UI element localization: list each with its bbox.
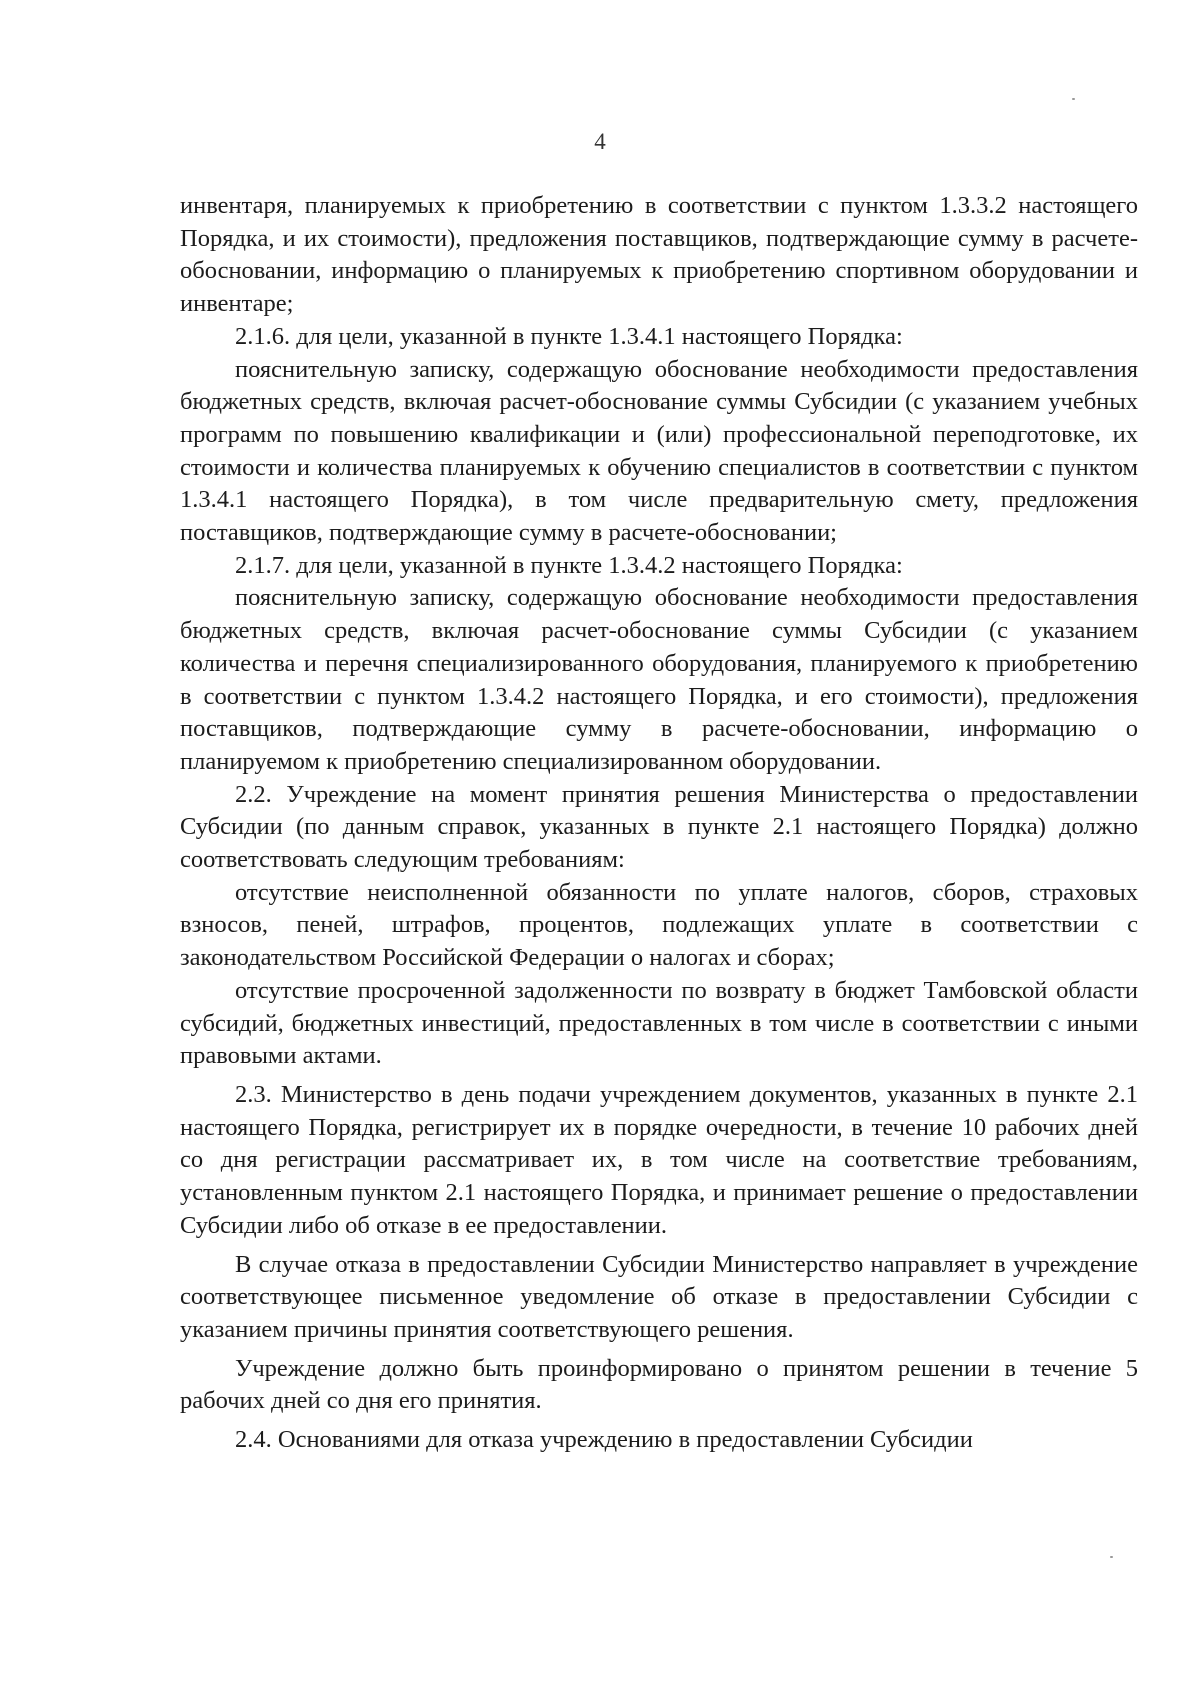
paragraph-clause-2-4 [180, 1424, 1138, 1457]
paragraph-requirement-debt: отсутствие просроченной задолженности по возврату в бюджет Тамбовской области субсидий, бюджетных инвестиций, предоставленных в том числе в соответствии с иными правовыми актами. [180, 976, 1138, 1070]
paragraph-continuation: инвентаря, планируемых к приобретению в соответствии с пунктом 1.3.3.2 настоящего Порядка, и их стоимости), предложения поставщиков, подтверждающие сумму в расчете-обосновании, информацию о планируемых к приобретению спортивном оборудовании и инвентаре; [180, 192, 1138, 318]
paragraph-clause-2-2: 2.2. Учреждение на момент принятия решения Министерства о предоставлении Субсидии (по данным справок, указанных в пункте 2.1 настоящего Порядка) должно соответствовать следующим требованиям: [180, 780, 1138, 874]
paragraph-clause-2-3: 2.3. Министерство в день подачи учреждением документов, указанных в пункте 2.1 настоящего Порядка, регистрирует их в порядке очередности, в течение 10 рабочих дней со дня регистрации рассматривает их, в том числе на соответствие требованиям, установленным пунктом 2.1 настоящего Порядка, и принимает решение о предоставлении Субсидии либо об отказе в ее предоставлении. [180, 1080, 1138, 1239]
paragraph-explanatory-note-2: пояснительную записку, содержащую обоснование необходимости предоставления бюджетных средств, включая расчет-обоснование суммы Субсидии (с указанием количества и перечня специализированного оборудования, планируемого к приобретению в соответствии с пунктом 1.3.4.2 настоящего Порядка, и его стоимости), предложения поставщиков, подтверждающие сумму в расчете-обосновании, информацию о планируемом к приобретению специализированном оборудовании. [180, 584, 1138, 775]
paragraph-clause-2-1-6: 2.1.6. для цели, указанной в пункте 1.3.4.1 настоящего Порядка: [235, 322, 903, 350]
paragraph-requirement-taxes: отсутствие неисполненной обязанности по уплате налогов, сборов, страховых взносов, пеней, штрафов, процентов, подлежащих уплате в соответствии с законодательством Российской Федерации о налогах и сборах; [180, 878, 1138, 972]
paragraph-explanatory-note-1: пояснительную записку, содержащую обоснование необходимости предоставления бюджетных средств, включая расчет-обоснование суммы Субсидии (с указанием учебных программ по повышению квалификации и (или) профессиональной переподготовке, их стоимости и количества планируемых к обучению специалистов в соответствии с пунктом 1.3.4.1 настоящего Порядка), в том числе предварительную смету, предложения поставщиков, подтверждающие сумму в расчете-обосновании; [180, 355, 1138, 547]
document-body [180, 190, 1138, 1457]
paragraph-refusal-notice: В случае отказа в предоставлении Субсидии Министерство направляет в учреждение соответствующее письменное уведомление об отказе в предоставлении Субсидии с указанием причины принятия соответствующего решения. [180, 1250, 1138, 1343]
paragraph-clause-2-4-text: 2.4. Основаниями для отказа учреждению в предоставлении Субсидии [235, 1426, 973, 1454]
scan-speck [1072, 98, 1075, 100]
paragraph-informing: Учреждение должно быть проинформировано о принятом решении в течение 5 рабочих дней со дня его принятия. [180, 1354, 1138, 1415]
scan-speck [1110, 1556, 1113, 1558]
page-number: 4 [594, 129, 606, 154]
paragraph-clause-2-1-7: 2.1.7. для цели, указанной в пункте 1.3.4.2 настоящего Порядка: [235, 551, 903, 579]
